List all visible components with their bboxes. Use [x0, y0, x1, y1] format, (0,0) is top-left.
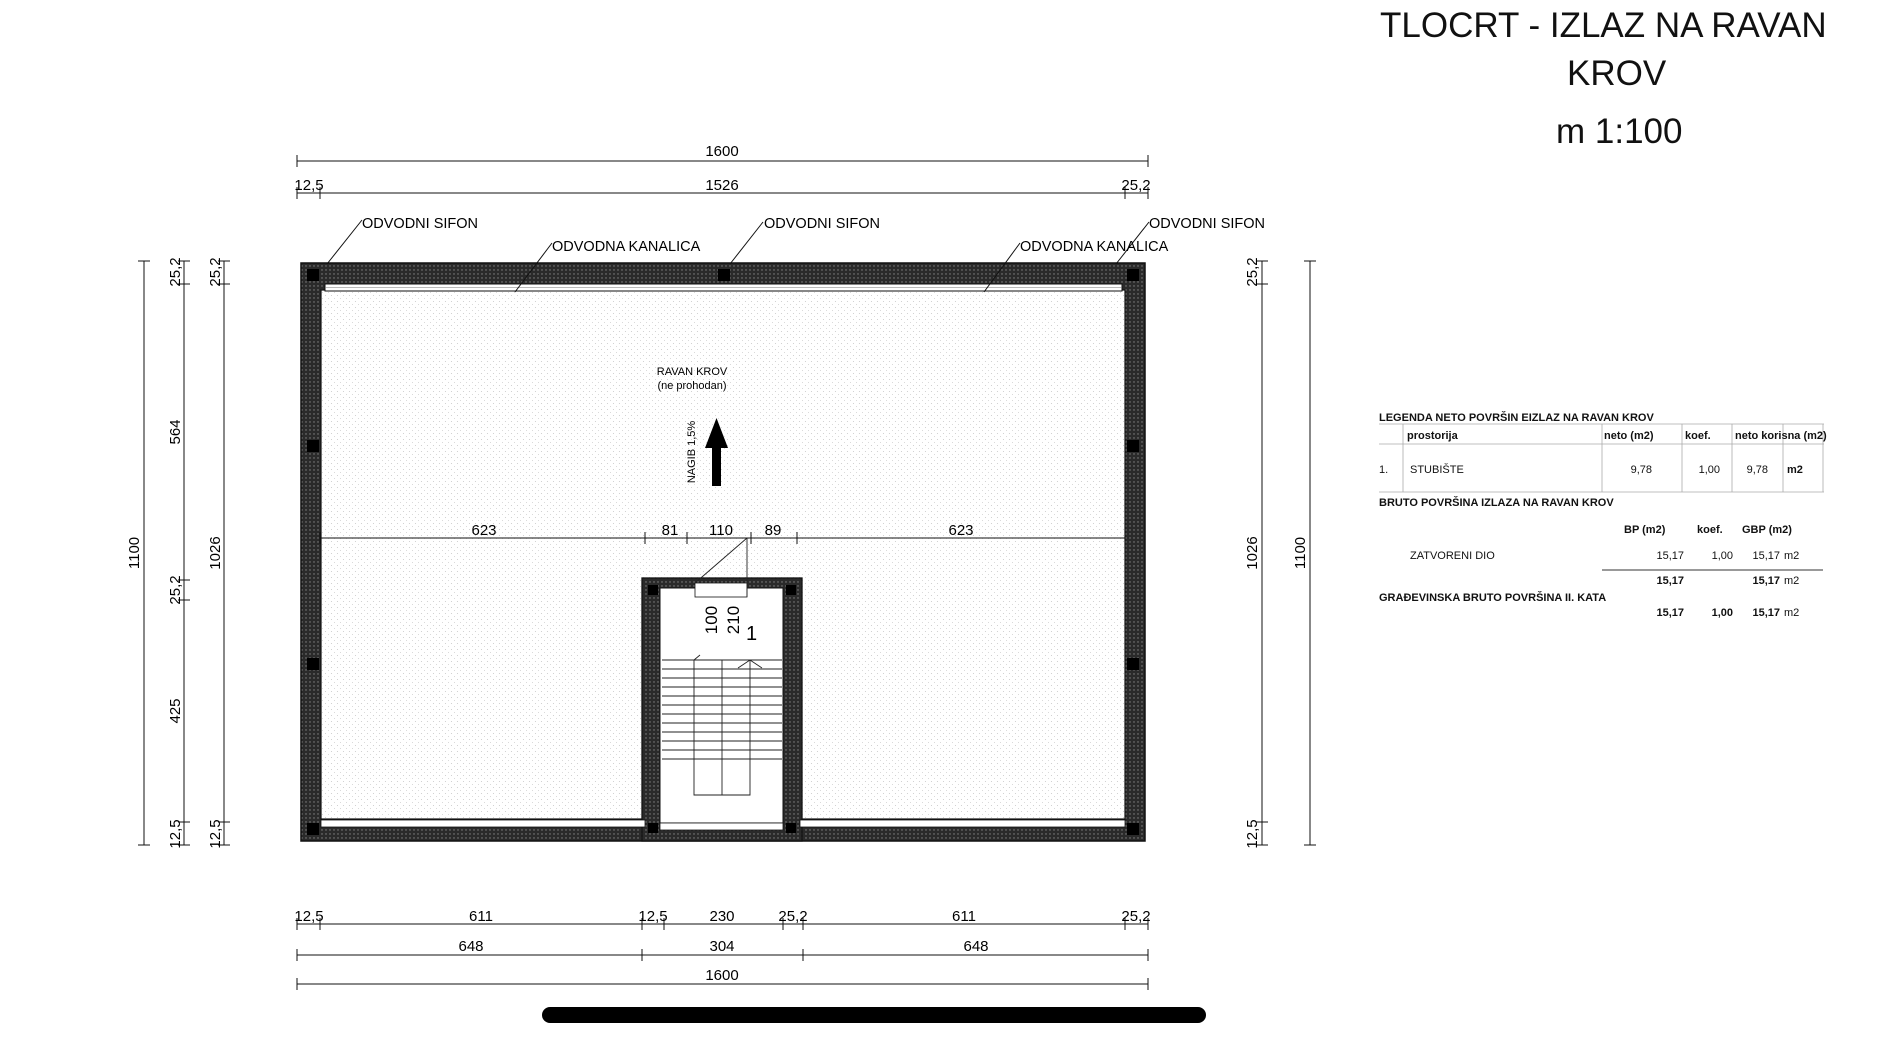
bruto-sum-bp: 15,17	[1656, 575, 1684, 587]
bruto-row-bp: 15,17	[1656, 550, 1684, 562]
bruto-row-koef: 1,00	[1711, 550, 1733, 562]
gbp-row-unit: m2	[1784, 607, 1800, 619]
bruto-heading: BRUTO POVRŠINA IZLAZA NA RAVAN KROV	[1379, 497, 1614, 509]
dim-bottom-3: 12,5	[638, 908, 668, 925]
dim-bottom-5: 25,2	[778, 908, 808, 925]
dim-inner-1: 623	[471, 522, 497, 539]
bruto-col-gbp: GBP (m2)	[1742, 524, 1792, 536]
dim-bottom2-3: 648	[963, 938, 989, 955]
row-korisna: 9,78	[1746, 464, 1768, 476]
table-col-room: prostorija	[1407, 430, 1458, 442]
table-col-korisna: neto korisna (m2)	[1735, 430, 1827, 442]
bruto-row-unit: m2	[1784, 550, 1800, 562]
label-slope: NAGIB 1,5%	[686, 420, 698, 484]
dim-bottom-2: 611	[469, 908, 493, 925]
dim-inner-3: 110	[709, 522, 733, 539]
bruto-col-bp: BP (m2)	[1624, 524, 1666, 536]
dim-top-left-small: 12,5	[294, 177, 324, 194]
drawing-title-line2: KROV	[1567, 54, 1667, 93]
dim-bottom-total: 1600	[705, 967, 739, 984]
bruto-sum-gbp: 15,17	[1752, 575, 1780, 587]
dim-inner-5: 623	[948, 522, 974, 539]
row-neto: 9,78	[1630, 464, 1652, 476]
dim-right-inner: 1026	[1244, 536, 1261, 570]
label-kanalica-left: ODVODNA KANALICA	[552, 239, 701, 255]
dim-top-mid: 1526	[705, 177, 739, 194]
label-sifon-mid: ODVODNI SIFON	[764, 216, 881, 232]
bruto-sum-unit: m2	[1784, 575, 1800, 587]
dim-inner-4: 89	[764, 522, 782, 539]
label-roof-sub: (ne prohodan)	[657, 380, 727, 392]
label-stair-210: 210	[724, 605, 743, 635]
dim-left-bottom-b: 12,5	[207, 819, 224, 849]
gbp-row-bp: 15,17	[1656, 607, 1684, 619]
drawing-title-line1: TLOCRT - IZLAZ NA RAVAN	[1380, 6, 1827, 45]
room-number: 1	[746, 623, 758, 645]
dim-left-bottom-a: 12,5	[167, 819, 184, 849]
bruto-row-name: ZATVORENI DIO	[1410, 550, 1495, 562]
row-name: STUBIŠTE	[1410, 464, 1464, 476]
bruto-row-gbp: 15,17	[1752, 550, 1780, 562]
dim-inner-2: 81	[661, 522, 679, 539]
label-sifon-left: ODVODNI SIFON	[362, 216, 479, 232]
label-roof: RAVAN KROV	[656, 366, 728, 378]
dim-left-upper: 564	[167, 419, 184, 445]
dim-right-top: 25,2	[1244, 257, 1261, 287]
row-koef: 1,00	[1698, 464, 1720, 476]
table-col-koef: koef.	[1685, 430, 1711, 442]
label-sifon-right: ODVODNI SIFON	[1149, 216, 1266, 232]
dim-bottom2-1: 648	[458, 938, 484, 955]
bruto-col-koef: koef.	[1697, 524, 1723, 536]
gbp-heading: GRAĐEVINSKA BRUTO POVRŠINA II. KATA	[1379, 592, 1607, 604]
gbp-row-gbp: 15,17	[1752, 607, 1780, 619]
dim-left-mid: 25,2	[167, 575, 184, 605]
dim-bottom-4: 230	[709, 908, 735, 925]
label-stair-100: 100	[702, 605, 721, 635]
dim-left-top-b: 25,2	[207, 257, 224, 287]
dim-right-bottom: 12,5	[1244, 819, 1261, 849]
home-indicator-bar[interactable]	[542, 1007, 1206, 1023]
dim-left-top-a: 25,2	[167, 257, 184, 287]
row-no: 1.	[1379, 464, 1389, 476]
dim-bottom2-2: 304	[709, 938, 735, 955]
dim-bottom-1: 12,5	[294, 908, 324, 925]
table-heading: LEGENDA NETO POVRŠIN EIZLAZ NA RAVAN KROV	[1379, 412, 1654, 424]
dim-top-right-small: 25,2	[1121, 177, 1151, 194]
dim-left-outer: 1100	[126, 536, 143, 570]
dim-right-outer: 1100	[1292, 536, 1309, 570]
row-unit: m2	[1787, 464, 1803, 476]
dim-bottom-6: 611	[952, 908, 976, 925]
drawing-scale: m 1:100	[1556, 112, 1683, 151]
dim-left-inner: 1026	[207, 536, 224, 570]
area-table	[1379, 411, 1827, 619]
dim-left-lower: 425	[167, 698, 184, 724]
gbp-row-koef: 1,00	[1711, 607, 1733, 619]
dim-bottom-7: 25,2	[1121, 908, 1151, 925]
table-col-neto: neto (m2)	[1604, 430, 1654, 442]
label-kanalica-right: ODVODNA KANALICA	[1020, 239, 1169, 255]
dim-top-total: 1600	[705, 143, 739, 160]
